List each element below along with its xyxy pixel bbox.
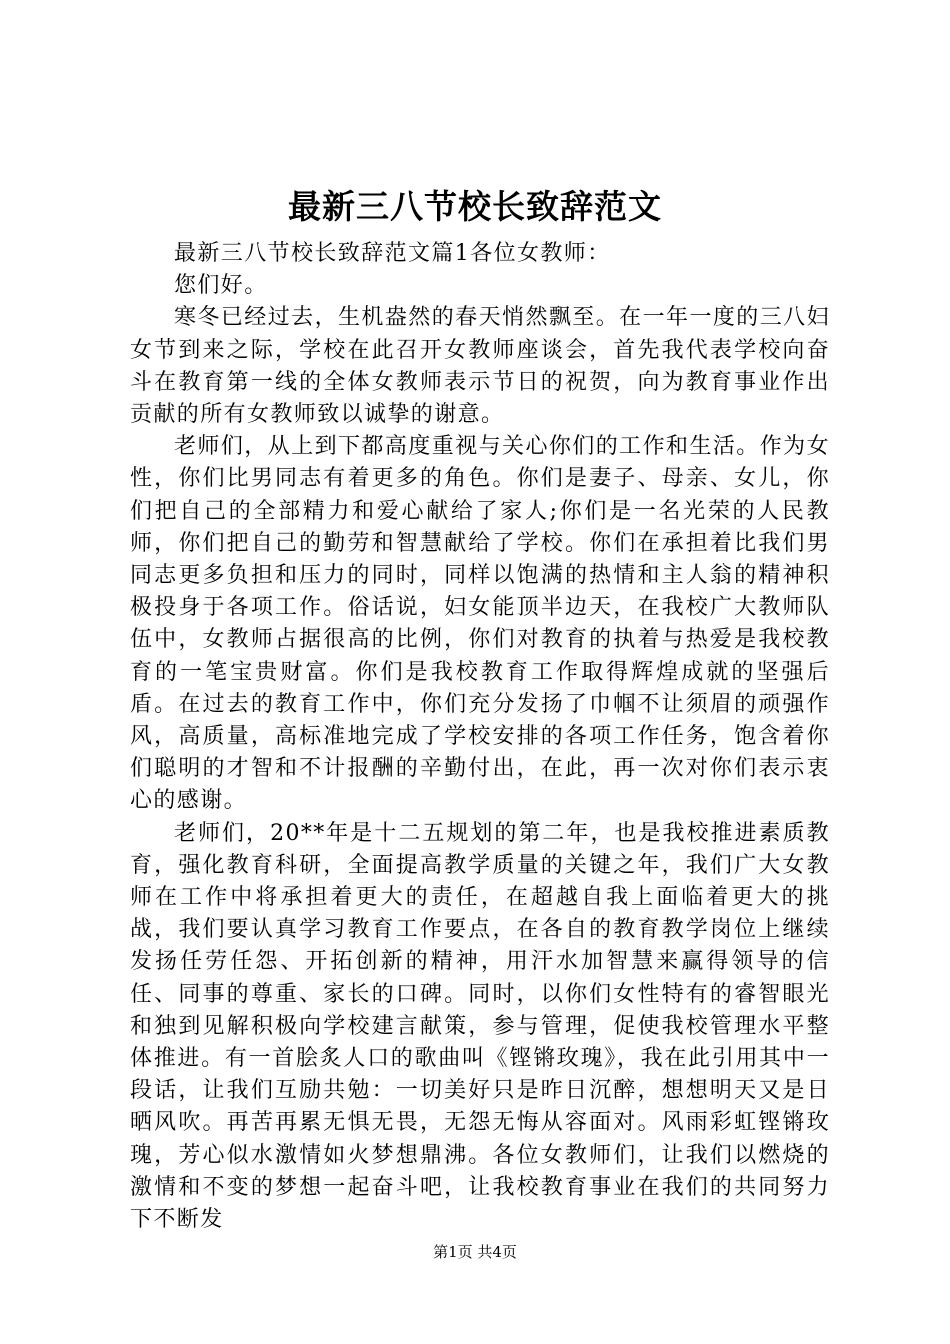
page-footer: 第1页 共4页	[433, 1243, 517, 1261]
paragraph-outlook: 老师们，20**年是十二五规划的第二年，也是我校推进素质教育，强化教育科研，全面提高教学质量的关键之年，我们广大女教师在工作中将承担着更大的责任，在超越自我上面临着更大的挑战，我们要认真学习教育工作要点，在各自的教育教学岗位上继续发扬任劳任怨、开拓创新的精神，用汗水加智慧来赢得领导的信任、同事的尊重、家长的口碑。同时，以你们女性特有的睿智眼光和独到见解积极向学校建言献策，参与管理，促使我校管理水平整体推进。有一首脍炙人口的歌曲叫《铿锵玫瑰》，我在此引用其中一段话，让我们互励共勉：一切美好只是昨日沉醉，想想明天又是日晒风吹。再苦再累无惧无畏，无怨无悔从容面对。风雨彩虹铿锵玫瑰，芳心似水激情如火梦想鼎沸。各位女教师们，让我们以燃烧的激情和不变的梦想一起奋斗吧，让我校教育事业在我们的共同努力下不断发	[130, 820, 830, 1233]
paragraph-salutation: 最新三八节校长致辞范文篇1各位女教师：	[174, 241, 611, 266]
document-body	[130, 238, 830, 1236]
paragraph-greeting: 您们好。	[174, 273, 268, 299]
paragraph-opening: 寒冬已经过去，生机盎然的春天悄然飘至。在一年一度的三八妇女节到来之际，学校在此召开女教师座谈会，首先我代表学校向奋斗在教育第一线的全体女教师表示节日的祝贺，向为教育事业作出贡献的所有女教师致以诚挚的谢意。	[130, 305, 830, 428]
document-title: 最新三八节校长致辞范文	[288, 187, 662, 226]
paragraph-appreciation: 老师们，从上到下都高度重视与关心你们的工作和生活。作为女性，你们比男同志有着更多的角色。你们是妻子、母亲、女儿，你们把自己的全部精力和爱心献给了家人;你们是一名光荣的人民教师，你们把自己的勤劳和智慧献给了学校。你们在承担着比我们男同志更多负担和压力的同时，同样以饱满的热情和主人翁的精神积极投身于各项工作。俗话说，妇女能顶半边天，在我校广大教师队伍中，女教师占据很高的比例，你们对教育的执着与热爱是我校教育的一笔宝贵财富。你们是我校教育工作取得辉煌成就的坚强后盾。在过去的教育工作中，你们充分发扬了巾帼不让须眉的顽强作风，高质量，高标准地完成了学校安排的各项工作任务，饱含着你们聪明的才智和不计报酬的辛勤付出，在此，再一次对你们表示衷心的感谢。	[130, 434, 830, 814]
